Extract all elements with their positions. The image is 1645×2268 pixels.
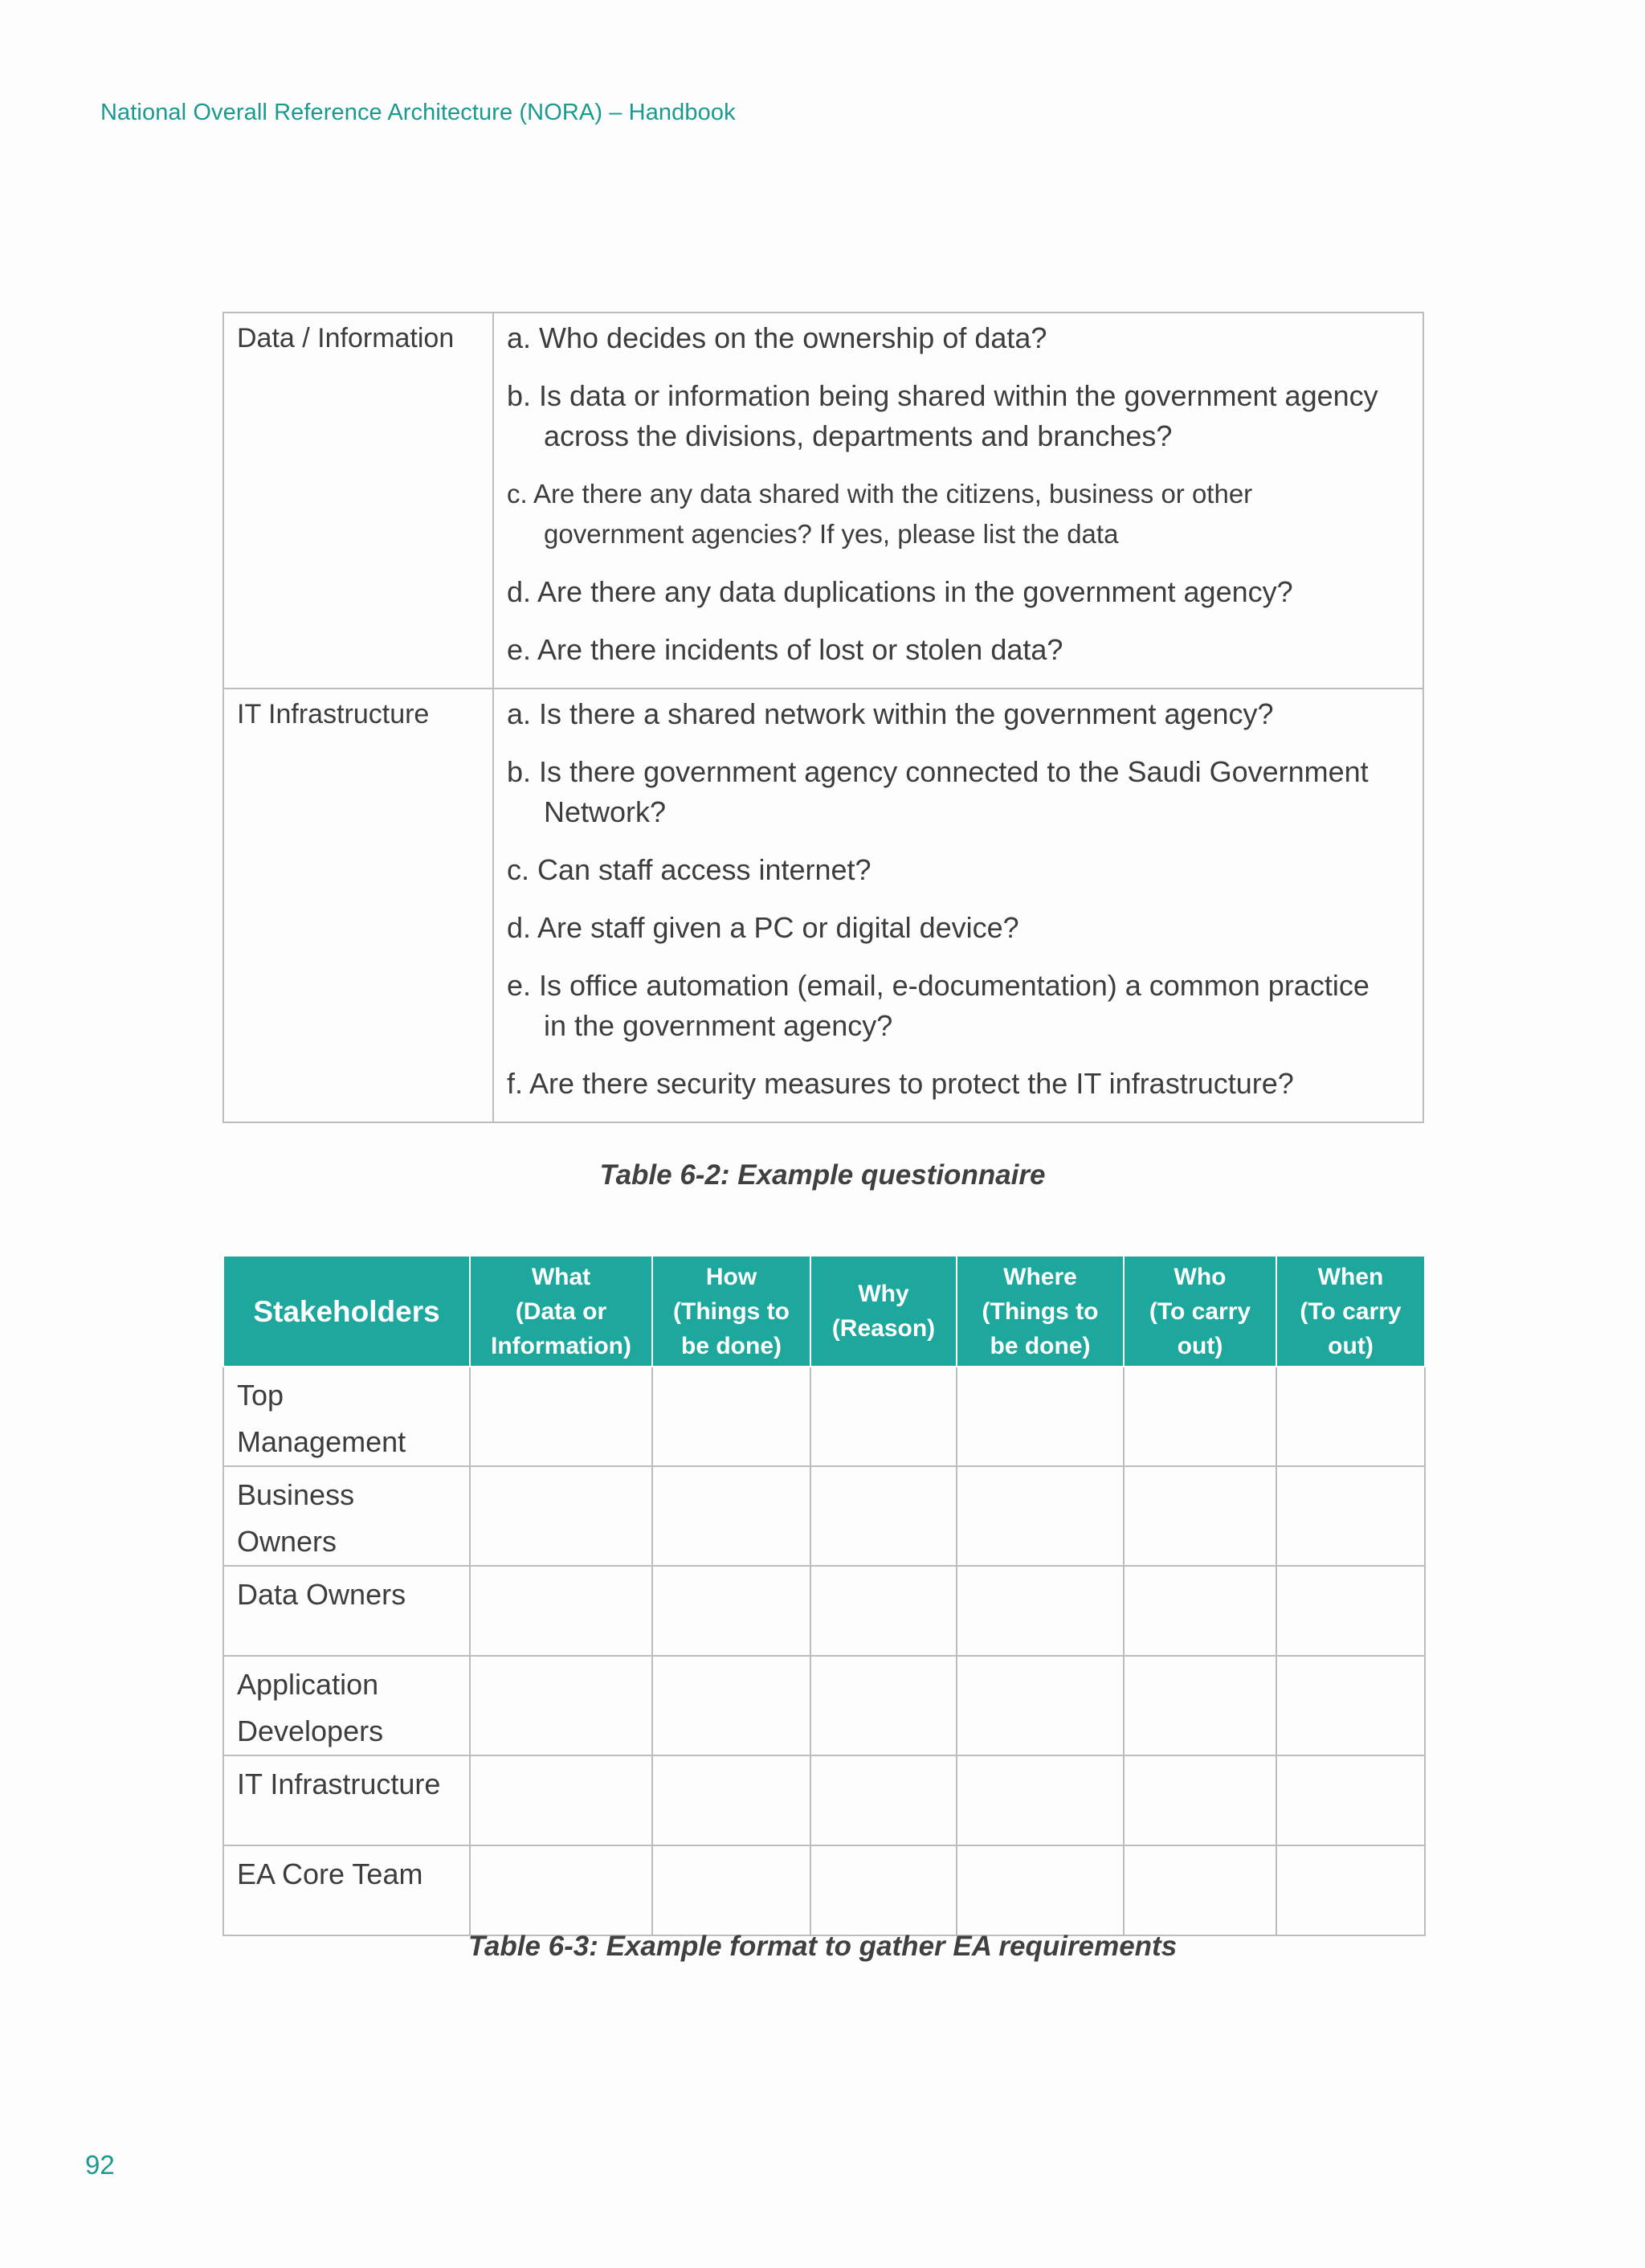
header-who: Who (To carry out)	[1124, 1256, 1276, 1367]
question-item: b. Is data or information being shared within the government agency across the divisions, departments and branches?	[507, 379, 1378, 452]
requirements-table	[222, 1255, 1426, 1936]
stakeholder-cell: Business Owners	[223, 1466, 470, 1566]
question-item: e. Are there incidents of lost or stolen data?	[507, 633, 1063, 666]
page-number: 92	[85, 2150, 115, 2180]
running-header: National Overall Reference Architecture (NORA) – Handbook	[100, 100, 736, 125]
header-row	[223, 1256, 1425, 1367]
table-row	[223, 1656, 1425, 1755]
table-row	[223, 1845, 1425, 1935]
stakeholder-cell: Top Management	[223, 1367, 470, 1466]
question-item: c. Are there any data shared with the citizens, business or other government agencies? If yes, please list the data	[507, 479, 1253, 549]
table-row	[223, 689, 1423, 1122]
stakeholder-cell: EA Core Team	[223, 1845, 470, 1935]
header-stakeholders: Stakeholders	[223, 1256, 470, 1367]
question-item: a. Is there a shared network within the government agency?	[507, 697, 1274, 730]
category-it-infrastructure: IT Infrastructure	[223, 689, 493, 1122]
table-caption: Table 6-2: Example questionnaire	[599, 1159, 1046, 1191]
table-row	[223, 1367, 1425, 1466]
question-list	[493, 313, 1423, 689]
header-when: When (To carry out)	[1276, 1256, 1425, 1367]
table-row	[223, 1566, 1425, 1656]
question-item: b. Is there government agency connected to the Saudi Government Network?	[507, 755, 1369, 828]
table-caption: Table 6-3: Example format to gather EA requirements	[467, 1931, 1178, 1962]
stakeholder-cell: Application Developers	[223, 1656, 470, 1755]
question-item: f. Are there security measures to protect the IT infrastructure?	[507, 1067, 1294, 1100]
question-item: a. Who decides on the ownership of data?	[507, 321, 1047, 354]
question-item: d. Are there any data duplications in the government agency?	[507, 575, 1293, 608]
table-row	[223, 1755, 1425, 1845]
stakeholder-cell: IT Infrastructure	[223, 1755, 470, 1845]
table-row	[223, 313, 1423, 689]
header-how: How (Things to be done)	[652, 1256, 810, 1367]
question-item: e. Is office automation (email, e-documentation) a common practice in the government agency?	[507, 969, 1369, 1042]
header-what: What (Data or Information)	[470, 1256, 652, 1367]
header-where: Where (Things to be done)	[957, 1256, 1124, 1367]
stakeholder-cell: Data Owners	[223, 1566, 470, 1656]
category-data-information: Data / Information	[223, 313, 493, 689]
question-list	[493, 689, 1423, 1122]
questionnaire-table	[222, 312, 1424, 1123]
question-item: d. Are staff given a PC or digital device?	[507, 911, 1019, 944]
header-why: Why (Reason)	[810, 1256, 957, 1367]
question-item: c. Can staff access internet?	[507, 853, 871, 886]
table-row	[223, 1466, 1425, 1566]
